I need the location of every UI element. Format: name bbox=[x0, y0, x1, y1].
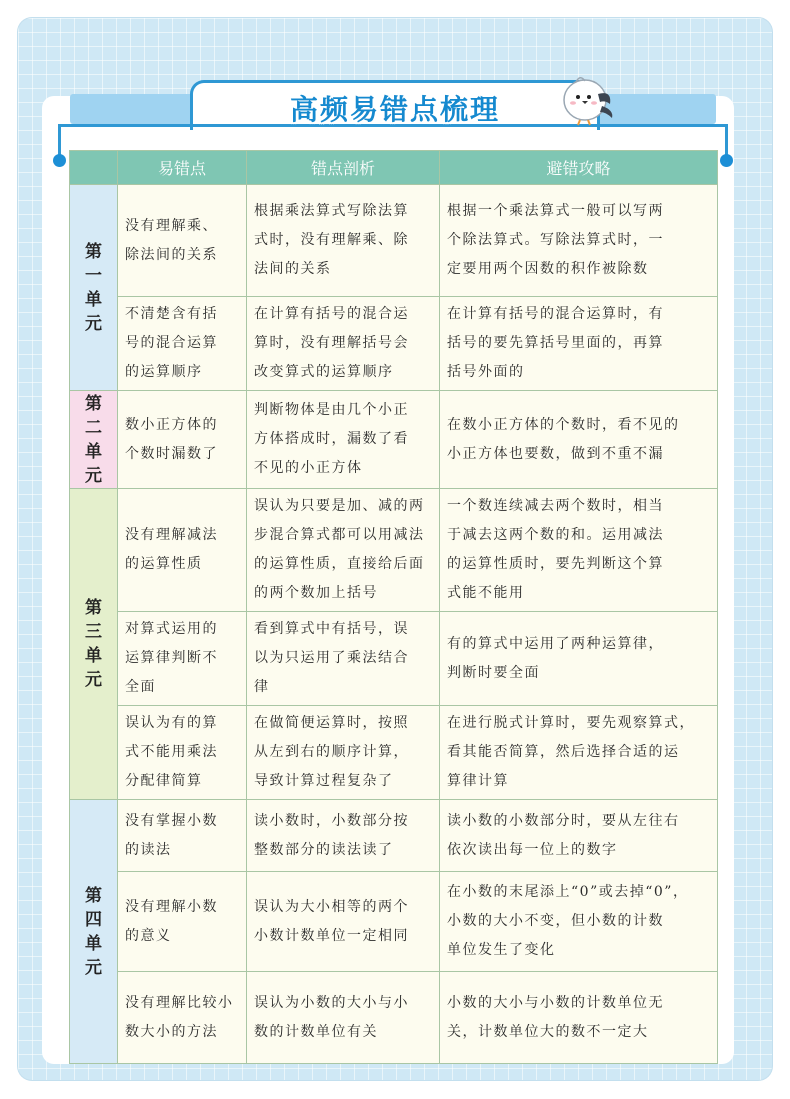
unit-label-char: 第 bbox=[85, 885, 102, 906]
cell-text-line: 误认为小数的大小与小 bbox=[254, 994, 409, 1011]
cell-text-line: 误认为只要是加、减的两 bbox=[254, 498, 425, 514]
cell-text-line: 算时，没有理解括号会 bbox=[254, 335, 409, 351]
analysis-cell bbox=[247, 972, 440, 1064]
cell-text-line: 判断物体是由几个小正 bbox=[254, 402, 409, 418]
unit-label-cell bbox=[70, 185, 118, 391]
analysis-cell bbox=[247, 297, 440, 391]
cell-text-line: 个除法算式。写除法算式时，一 bbox=[447, 232, 664, 248]
header-analysis: 错点剖析 bbox=[247, 151, 440, 185]
cell-text-line: 一个数连续减去两个数时，相当 bbox=[447, 498, 664, 514]
unit-label-char: 单 bbox=[85, 441, 102, 462]
cell-text-line: 读小数的小数部分时，要从左往右 bbox=[447, 812, 680, 829]
rail-dot-right bbox=[720, 154, 733, 167]
error-point-cell bbox=[118, 872, 247, 972]
strategy-cell bbox=[440, 612, 718, 706]
error-points-table bbox=[69, 150, 718, 1064]
page-title: 高频易错点梳理 bbox=[289, 92, 500, 126]
cell-text-line: 没有理解乘、 bbox=[125, 217, 218, 234]
table-row bbox=[70, 185, 718, 297]
error-point-cell bbox=[118, 800, 247, 872]
table-row bbox=[70, 872, 718, 972]
analysis-cell bbox=[247, 489, 440, 612]
cell-text-line: 小数的大小不变，但小数的计数 bbox=[447, 913, 664, 929]
cell-text-line: 律 bbox=[254, 679, 270, 695]
cell-text-line: 整数部分的读法读了 bbox=[254, 841, 394, 858]
rail-right bbox=[725, 124, 728, 156]
cell-text-line: 方体搭成时，漏数了看 bbox=[254, 431, 409, 447]
cell-text-line: 式时，没有理解乘、除 bbox=[254, 232, 409, 248]
analysis-cell bbox=[247, 872, 440, 972]
cell-text-line: 数的计数单位有关 bbox=[254, 1023, 378, 1040]
cell-text-line: 没有掌握小数 bbox=[125, 812, 218, 829]
header-error-point: 易错点 bbox=[118, 151, 247, 185]
cell-text-line: 法间的关系 bbox=[254, 261, 332, 277]
cell-text-line: 误认为大小相等的两个 bbox=[254, 898, 409, 915]
title-container bbox=[195, 85, 595, 130]
header-blank bbox=[70, 151, 118, 185]
unit-label-char: 四 bbox=[85, 909, 102, 930]
analysis-cell bbox=[247, 800, 440, 872]
unit-label-cell bbox=[70, 489, 118, 800]
cell-text-line: 括号的要先算括号里面的，再算 bbox=[447, 335, 664, 351]
unit-label-char: 第 bbox=[85, 393, 102, 414]
cell-text-line: 对算式运用的 bbox=[125, 621, 218, 637]
strategy-cell bbox=[440, 185, 718, 297]
table-row bbox=[70, 391, 718, 489]
strategy-cell bbox=[440, 391, 718, 489]
cell-text-line: 小数计数单位一定相同 bbox=[254, 927, 409, 944]
cell-text-line: 改变算式的运算顺序 bbox=[254, 364, 394, 380]
cell-text-line: 定要用两个因数的积作被除数 bbox=[447, 261, 649, 277]
cell-text-line: 不清楚含有括 bbox=[125, 306, 218, 322]
unit-label-char: 单 bbox=[85, 933, 102, 954]
cell-text-line: 关，计数单位大的数不一定大 bbox=[447, 1023, 649, 1040]
cell-text-line: 以为只运用了乘法结合 bbox=[254, 650, 409, 666]
unit-label-char: 元 bbox=[85, 313, 102, 334]
cell-text-line: 在数小正方体的个数时，看不见的 bbox=[447, 416, 680, 433]
cell-text-line: 步混合算式都可以用减法 bbox=[254, 527, 425, 543]
cell-text-line: 的两个数加上括号 bbox=[254, 585, 378, 601]
cell-text-line: 算律计算 bbox=[447, 773, 509, 789]
cell-text-line: 依次读出每一位上的数字 bbox=[447, 841, 618, 858]
cell-text-line: 根据乘法算式写除法算 bbox=[254, 203, 409, 219]
cell-text-line: 从左到右的顺序计算， bbox=[254, 744, 409, 760]
cell-text-line: 看其能否简算，然后选择合适的运 bbox=[447, 744, 680, 760]
error-point-cell bbox=[118, 972, 247, 1064]
table-row bbox=[70, 489, 718, 612]
cell-text-line: 号的混合运算 bbox=[125, 335, 218, 351]
cell-text-line: 除法间的关系 bbox=[125, 246, 218, 263]
cell-text-line: 在做简便运算时，按照 bbox=[254, 715, 409, 731]
table-body bbox=[70, 185, 718, 1064]
cell-text-line: 读小数时，小数部分按 bbox=[254, 812, 409, 829]
strategy-cell bbox=[440, 972, 718, 1064]
cell-text-line: 小正方体也要数，做到不重不漏 bbox=[447, 445, 664, 462]
strategy-cell bbox=[440, 872, 718, 972]
cell-text-line: 分配律简算 bbox=[125, 773, 203, 789]
cell-text-line: 个数时漏数了 bbox=[125, 445, 218, 462]
error-point-cell bbox=[118, 489, 247, 612]
table-row bbox=[70, 612, 718, 706]
analysis-cell bbox=[247, 185, 440, 297]
cell-text-line: 判断时要全面 bbox=[447, 664, 540, 681]
cell-text-line: 不见的小正方体 bbox=[254, 460, 363, 476]
cell-text-line: 全面 bbox=[125, 679, 156, 695]
cell-text-line: 运算律判断不 bbox=[125, 650, 218, 666]
unit-label-char: 第 bbox=[85, 598, 102, 618]
error-point-cell bbox=[118, 612, 247, 706]
analysis-cell bbox=[247, 391, 440, 489]
cell-text-line: 的运算性质，直接给后面 bbox=[254, 556, 425, 572]
cell-text-line: 的读法 bbox=[125, 841, 172, 858]
unit-label-char: 单 bbox=[85, 289, 102, 310]
cell-text-line: 小数的大小与小数的计数单位无 bbox=[447, 994, 664, 1011]
cell-text-line: 的运算性质 bbox=[125, 556, 203, 572]
error-point-cell bbox=[118, 297, 247, 391]
cell-text-line: 没有理解小数 bbox=[125, 898, 218, 915]
rail-dot-left bbox=[53, 154, 66, 167]
cell-text-line: 的运算顺序 bbox=[125, 364, 203, 380]
table-row bbox=[70, 706, 718, 800]
cell-text-line: 根据一个乘法算式一般可以写两 bbox=[447, 203, 664, 219]
cell-text-line: 在小数的末尾添上“0”或去掉“0”， bbox=[447, 884, 689, 900]
unit-label-char: 元 bbox=[85, 465, 102, 486]
bird-mascot-icon bbox=[558, 70, 616, 126]
analysis-cell bbox=[247, 612, 440, 706]
cell-text-line: 在计算有括号的混合运 bbox=[254, 306, 409, 322]
unit-label-char: 第 bbox=[85, 241, 102, 262]
table-header-row bbox=[70, 151, 718, 185]
strategy-cell bbox=[440, 706, 718, 800]
cell-text-line: 于减去这两个数的和。运用减法 bbox=[447, 527, 664, 543]
error-point-cell bbox=[118, 706, 247, 800]
cell-text-line: 没有理解比较小 bbox=[125, 994, 234, 1011]
rail-left bbox=[58, 124, 61, 156]
error-point-cell bbox=[118, 391, 247, 489]
cell-text-line: 在计算有括号的混合运算时，有 bbox=[447, 306, 664, 322]
cell-text-line: 在进行脱式计算时，要先观察算式， bbox=[447, 715, 695, 731]
unit-label-cell bbox=[70, 391, 118, 489]
cell-text-line: 括号外面的 bbox=[447, 364, 525, 380]
error-point-cell bbox=[118, 185, 247, 297]
cell-text-line: 误认为有的算 bbox=[125, 715, 218, 731]
cell-text-line: 的意义 bbox=[125, 927, 172, 944]
unit-label-char: 元 bbox=[85, 670, 102, 690]
table-row bbox=[70, 800, 718, 872]
unit-label-cell bbox=[70, 800, 118, 1064]
cell-text-line: 导致计算过程复杂了 bbox=[254, 773, 394, 789]
cell-text-line: 单位发生了变化 bbox=[447, 942, 556, 958]
unit-label-char: 三 bbox=[85, 622, 102, 642]
cell-text-line: 有的算式中运用了两种运算律， bbox=[447, 635, 664, 652]
unit-label-char: 元 bbox=[85, 957, 102, 978]
table-row bbox=[70, 972, 718, 1064]
cell-text-line: 数小正方体的 bbox=[125, 416, 218, 433]
strategy-cell bbox=[440, 800, 718, 872]
cell-text-line: 式不能用乘法 bbox=[125, 744, 218, 760]
cell-text-line: 的运算性质时，要先判断这个算 bbox=[447, 556, 664, 572]
cell-text-line: 没有理解减法 bbox=[125, 527, 218, 543]
unit-label-char: 二 bbox=[85, 417, 102, 438]
strategy-cell bbox=[440, 297, 718, 391]
unit-label-char: 单 bbox=[85, 646, 102, 666]
header-strategy: 避错攻略 bbox=[440, 151, 718, 185]
cell-text-line: 数大小的方法 bbox=[125, 1023, 218, 1040]
analysis-cell bbox=[247, 706, 440, 800]
table-row bbox=[70, 297, 718, 391]
cell-text-line: 看到算式中有括号，误 bbox=[254, 621, 409, 637]
strategy-cell bbox=[440, 489, 718, 612]
unit-label-char: 一 bbox=[85, 265, 102, 286]
cell-text-line: 式能不能用 bbox=[447, 585, 525, 601]
